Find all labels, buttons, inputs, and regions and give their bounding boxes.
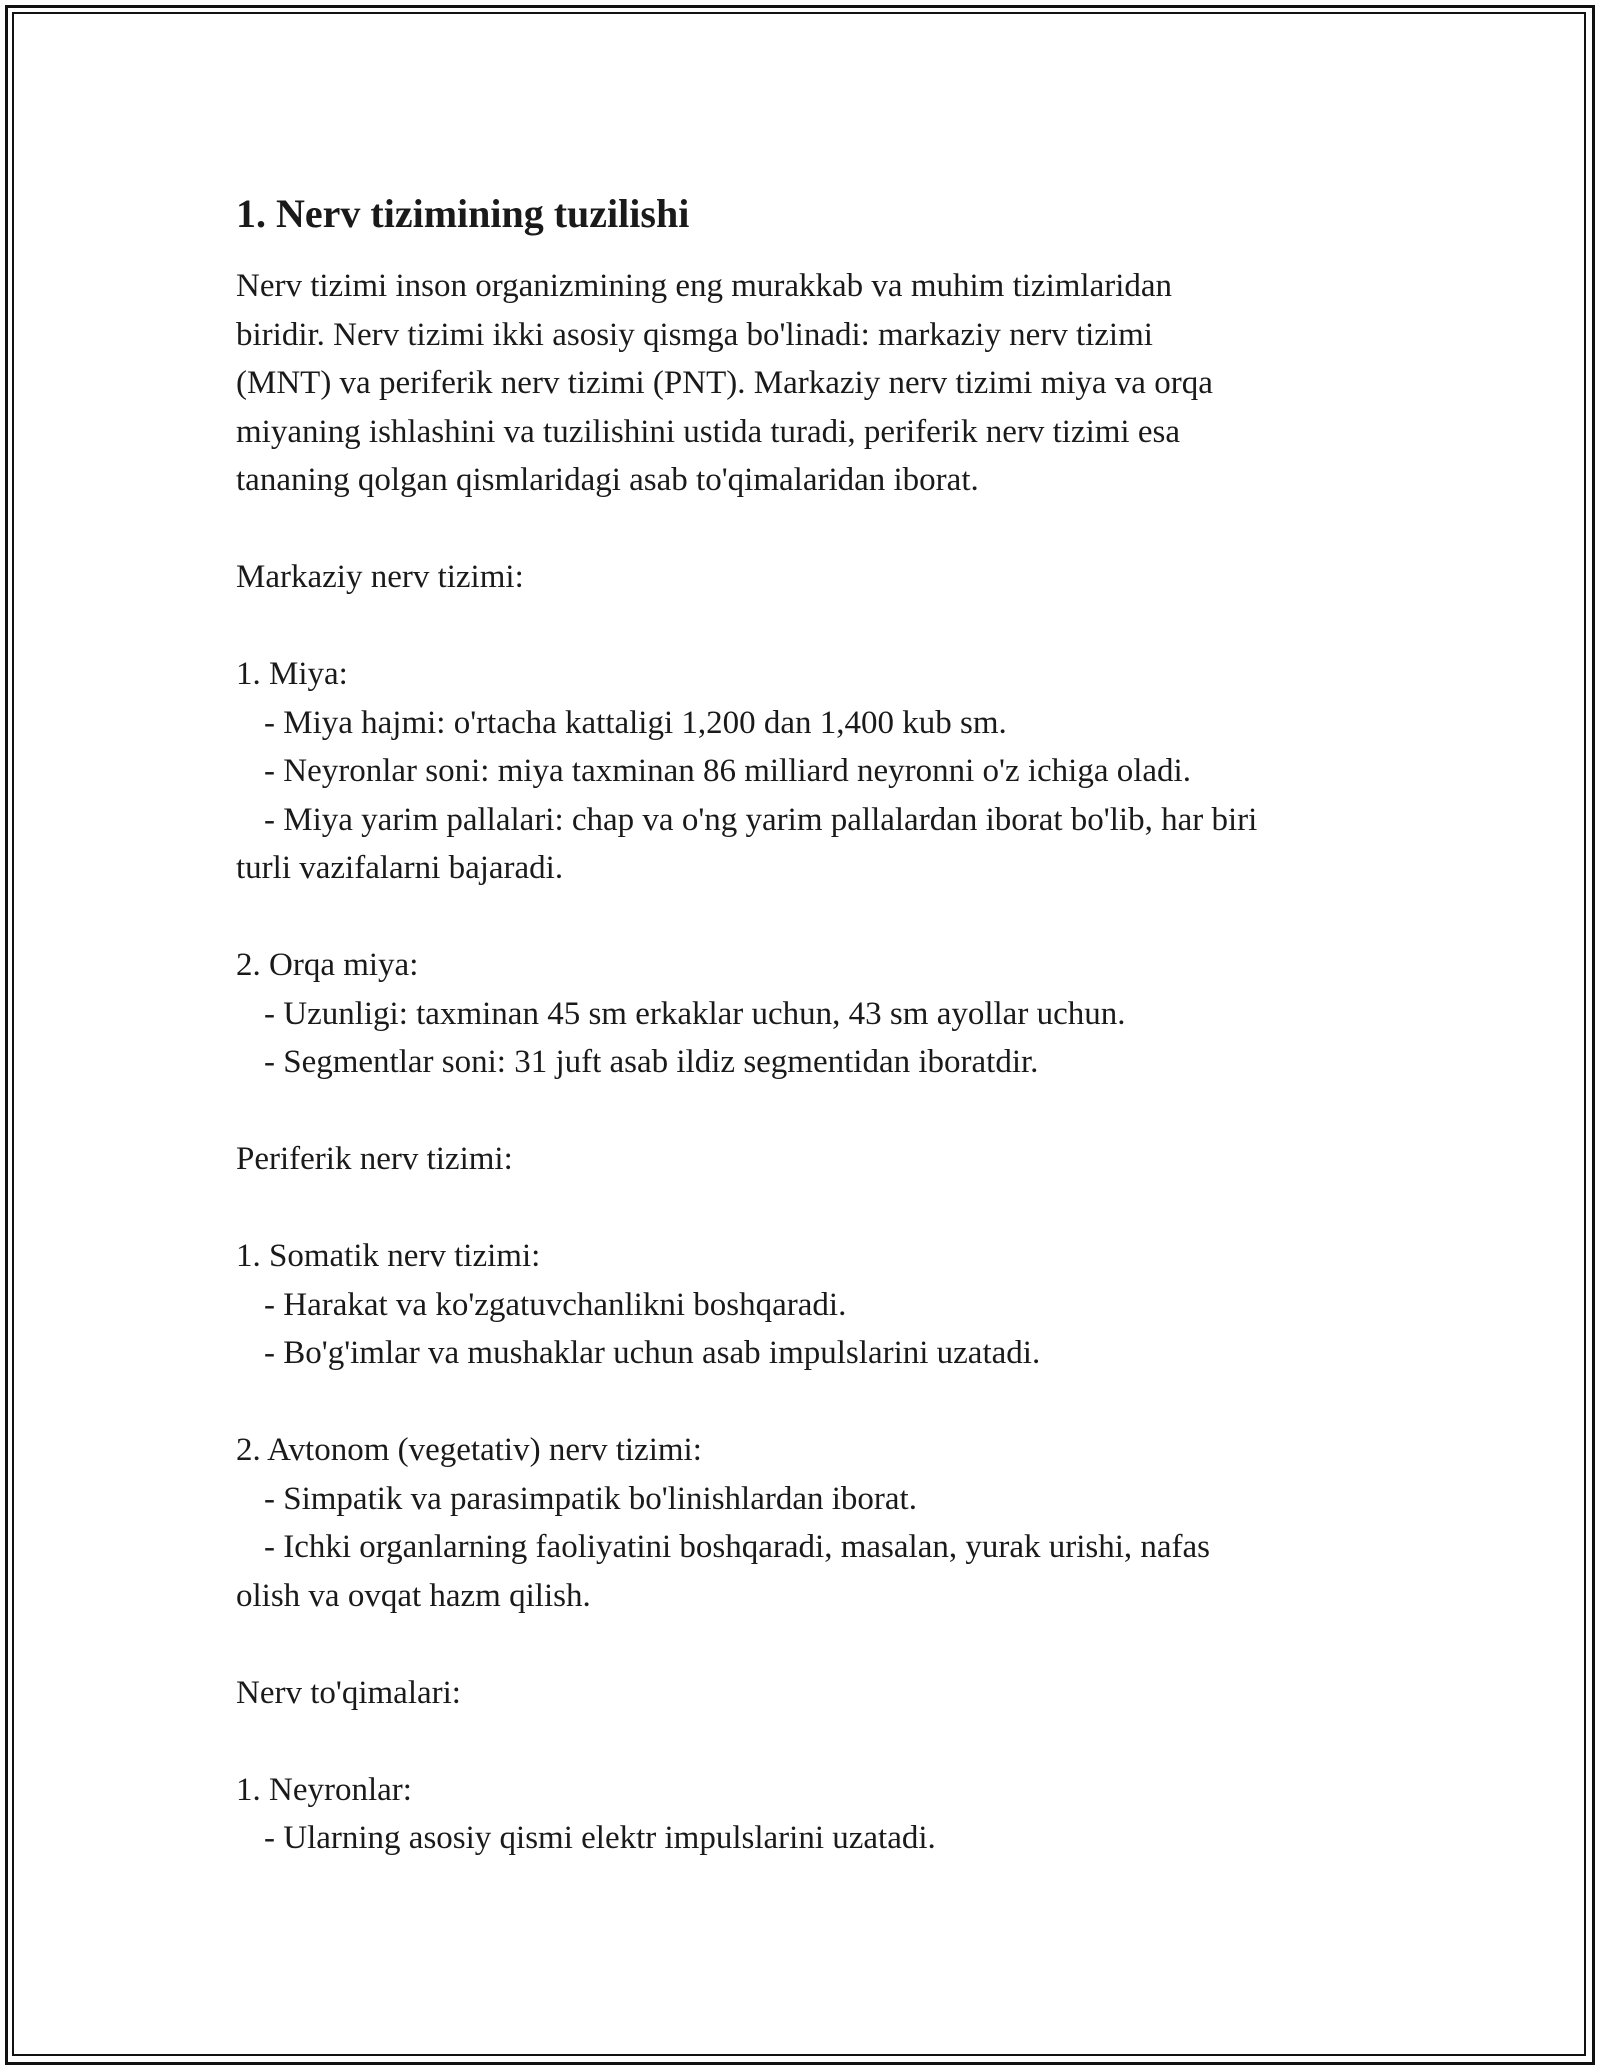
spacer xyxy=(236,1087,1386,1136)
list-item-continuation: turli vazifalarni bajaradi. xyxy=(236,850,564,886)
spacer xyxy=(236,1620,1386,1669)
list-item: - Harakat va ko'zgatuvchanlikni boshqaradi. xyxy=(264,1286,847,1323)
peripheral-section-label: Periferik nerv tizimi: xyxy=(236,1141,513,1177)
list-item: - Miya hajmi: o'rtacha kattaligi 1,200 dan 1,400 kub sm. xyxy=(264,704,1007,741)
list-item: - Neyronlar soni: miya taxminan 86 milliard neyronni o'z ichiga oladi. xyxy=(264,753,1191,789)
list-item: - Bo'g'imlar va mushaklar uchun asab impulslarini uzatadi. xyxy=(264,1335,1041,1371)
list-item: - Ichki organlarning faoliyatini boshqaradi, masalan, yurak urishi, nafas xyxy=(264,1529,1211,1565)
central-section-label: Markaziy nerv tizimi: xyxy=(236,559,524,595)
somatic-title: 1. Somatik nerv tizimi: xyxy=(236,1238,541,1274)
intro-line: (MNT) va periferik nerv tizimi (PNT). Markaziy nerv tizimi miya va orqa xyxy=(236,365,1213,401)
spacer xyxy=(236,893,1386,942)
list-item-continuation: olish va ovqat hazm qilish. xyxy=(236,1577,591,1614)
tissue-section-label: Nerv to'qimalari: xyxy=(236,1674,461,1711)
list-item: - Simpatik va parasimpatik bo'linishlardan iborat. xyxy=(264,1480,917,1517)
list-item: - Uzunligi: taxminan 45 sm erkaklar uchun, 43 sm ayollar uchun. xyxy=(264,995,1126,1032)
intro-line: Nerv tizimi inson organizmining eng murakkab va muhim tizimlaridan xyxy=(236,268,1173,304)
spinal-title: 2. Orqa miya: xyxy=(236,947,419,983)
list-item: - Segmentlar soni: 31 juft asab ildiz segmentidan iboratdir. xyxy=(264,1044,1039,1080)
list-item: - Ularning asosiy qismi elektr impulslarini uzatadi. xyxy=(264,1820,936,1856)
section-heading: 1. Nerv tizimining tuzilishi xyxy=(236,191,690,236)
list-item: - Miya yarim pallalari: chap va o'ng yarim pallalardan iborat bo'lib, har biri xyxy=(264,801,1258,838)
spacer xyxy=(236,505,1386,554)
intro-line: miyaning ishlashini va tuzilishini ustida turadi, periferik nerv tizimi esa xyxy=(236,413,1180,450)
spacer xyxy=(236,1378,1386,1427)
intro-paragraph xyxy=(236,262,1386,505)
autonomic-title: 2. Avtonom (vegetativ) nerv tizimi: xyxy=(236,1432,702,1468)
intro-line: tananing qolgan qismlaridagi asab to'qimalaridan iborat. xyxy=(236,462,979,498)
intro-line: biridir. Nerv tizimi ikki asosiy qismga bo'linadi: markaziy nerv tizimi xyxy=(236,316,1153,353)
brain-title: 1. Miya: xyxy=(236,656,348,692)
spacer xyxy=(236,1184,1386,1233)
spacer xyxy=(236,602,1386,651)
spacer xyxy=(236,1717,1386,1766)
document-page xyxy=(236,188,1386,1863)
neurons-title: 1. Neyronlar: xyxy=(236,1771,412,1808)
